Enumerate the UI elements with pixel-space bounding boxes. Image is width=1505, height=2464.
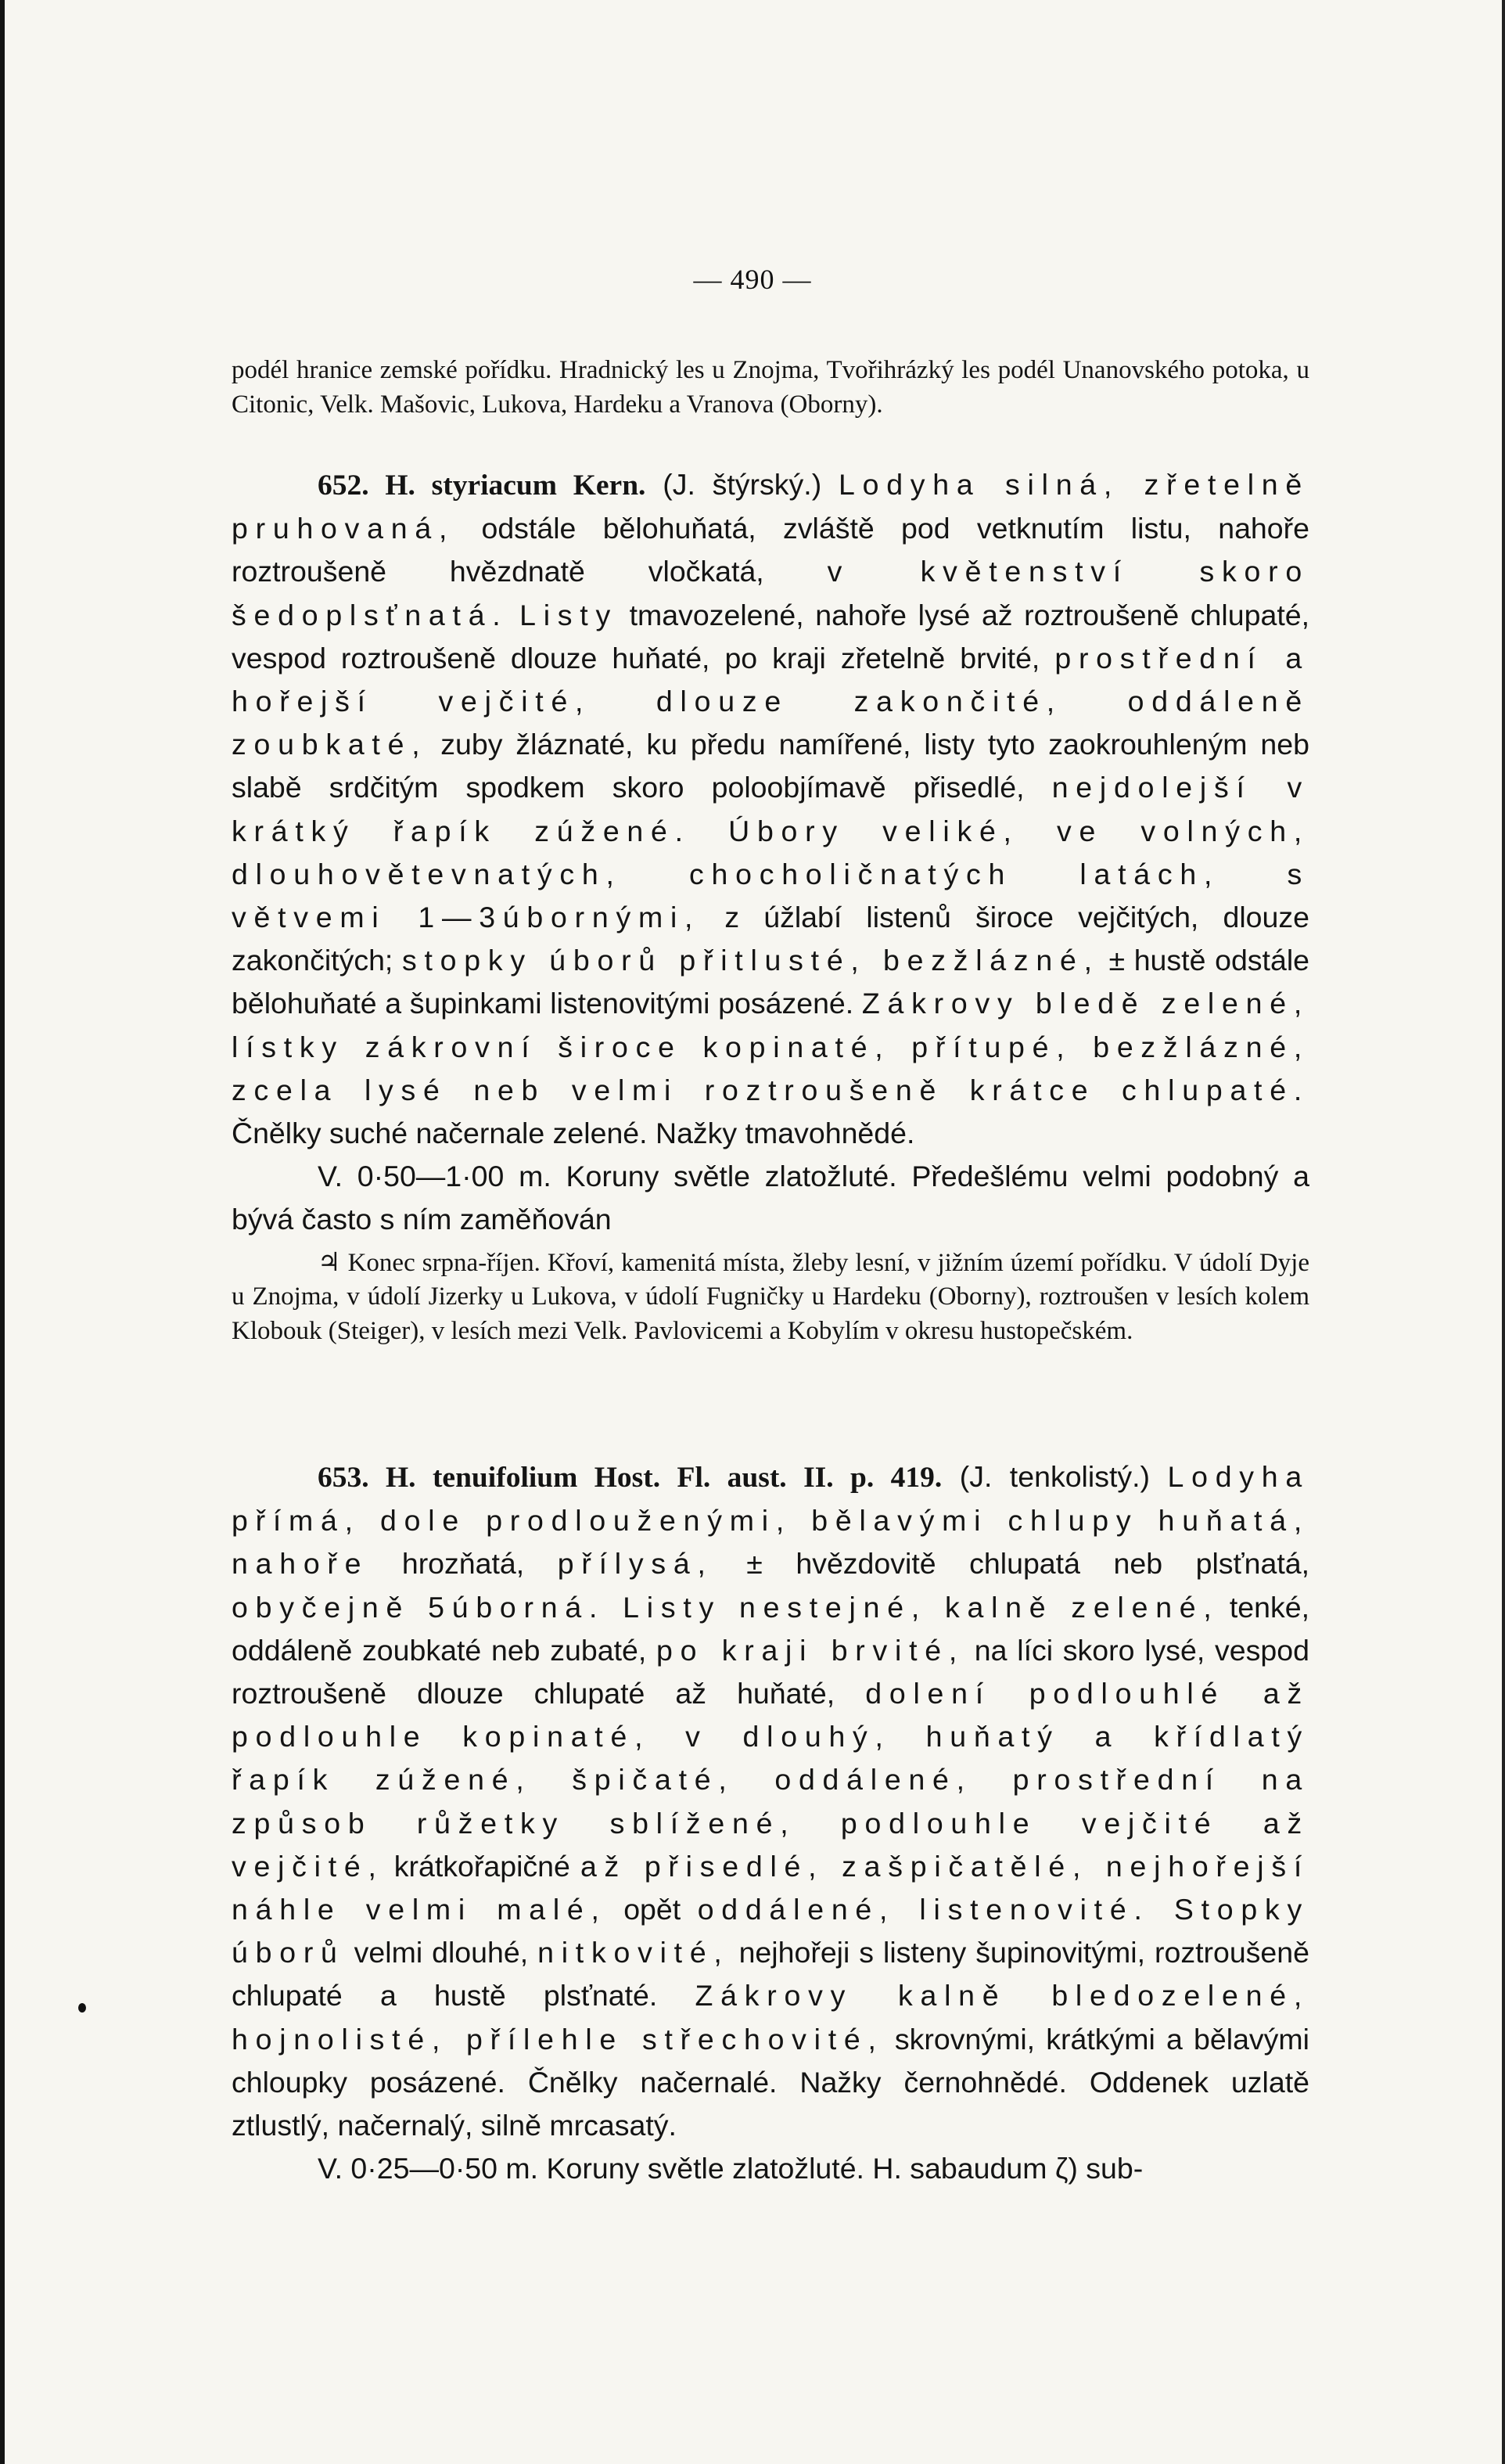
entry-651-continuation [232, 354, 1309, 422]
entry-653-description: 653. H. tenuifolium Host. Fl. aust. II. p. 419. (J. tenkolistý.) Lodyha přímá, dole prodlouženými, bělavými chlupy huňatá, nahoře hrozňatá, přílysá, ± hvězdovitě chlupatá neb plsťnatá, obyčejně 5úborná. Listy nestejné, kalně zelené, tenké, oddáleně zoubkaté neb zubaté, po kraji brvité, na líci skoro lysé, vespod roztroušeně dlouze chlupaté až huňaté, dolení podlouhlé až podlouhle kopinaté, v dlouhý, huňatý a křídlatý řapík zúžené, špičaté, oddálené, prostřední na způsob růžetky sblížené, podlouhle vejčité až vejčité, krátkořapičné až přisedlé, zašpičatělé, nejhořejší náhle velmi malé, opět oddálené, listenovité. Stopky úborů velmi dlouhé, nitkovité, nejhořeji s listeny šupinovitými, roztroušeně chlupaté a hustě plsťnaté. Zákrovy kalně bledozelené, hojnolisté, přílehle střechovité, skrovnými, krátkými a bělavými chloupky posázené. Čnělky načernalé. Nažky černohnědé. Oddenek uzlatě ztlustlý, načernalý, silně mrcasatý. [232, 1460, 1310, 2142]
entry-652 [232, 463, 1309, 1348]
scan-edge-right [1502, 0, 1505, 2464]
entry-652-title: 652. H. styriacum Kern. [318, 469, 646, 502]
entry-653-title: 653. H. tenuifolium Host. Fl. aust. II. p. 419. [318, 1462, 943, 1494]
entry-652-description: 652. H. styriacum Kern. (J. štýrský.) Lodyha silná, zřetelně pruhovaná, odstále bělohuňatá, zvláště pod vetknutím listu, nahoře roztroušeně hvězdnatě vločkatá, v květenství skoro šedoplsťnatá. Listy tmavozelené, nahoře lysé až roztroušeně chlupaté, vespod roztroušeně dlouze huňaté, po kraji zřetelně brvité, prostřední a hořejší vejčité, dlouze zakončité, oddáleně zoubkaté, zuby žláznaté, ku předu namířené, listy tyto zaokrouhleným neb slabě srdčitým spodkem skoro poloobjímavě přisedlé, nejdolejší v krátký řapík zúžené. Úbory veliké, ve volných, dlouhovětevnatých, chocholičnatých latách, s větvemi 1—3úbornými, z úžlabí listenů široce vejčitých, dlouze zakončitých; stopky úborů přitlusté, bezžlázné, ± hustě odstále bělohuňaté a šupinkami listenovitými posázené. Zákrovy bledě zelené, lístky zákrovní široce kopinaté, přítupé, bezžlázné, zcela lysé neb velmi roztroušeně krátce chlupaté. Čnělky suché načernale zelené. Nažky tmavohnědé. [232, 468, 1310, 1150]
entry-652-flowering: V. 0·50—1·00 m. Koruny světle zlatožluté. Předešlému velmi podobný a bývá často s ním zaměňován [232, 1160, 1309, 1236]
entry-652-czech-name: (J. štýrský.) [663, 468, 822, 501]
entry-653-flowering: V. 0·25—0·50 m. Koruny světle zlatožluté. H. sabaudum ζ) sub- [318, 2152, 1144, 2185]
paragraph-locality-continued: podél hranice zemské pořídku. Hradnický les u Znojma, Tvořihrázký les podél Unanovského potoka, u Citonic, Velk. Mašovic, Lukova, Hardeku a Vranova (Oborny). [232, 356, 1309, 419]
page-number: — 490 — [693, 264, 812, 295]
scan-edge-left [0, 0, 5, 2464]
entry-653-czech-name: (J. tenkolistý.) [959, 1460, 1151, 1493]
entry-653 [232, 1455, 1309, 2190]
scan-speck [78, 2003, 86, 2013]
entry-652-distribution: ♃ Konec srpna-říjen. Křoví, kamenitá místa, žleby lesní, v jižním území pořídku. V údolí Dyje u Znojma, v údolí Jizerky u Lukova, v údolí Fugničky u Hardeku (Oborny), roztroušen v lesích kolem Klobouk (Steiger), v lesích mezi Velk. Pavlovicemi a Kobylím v okresu hustopečském. [232, 1248, 1309, 1345]
